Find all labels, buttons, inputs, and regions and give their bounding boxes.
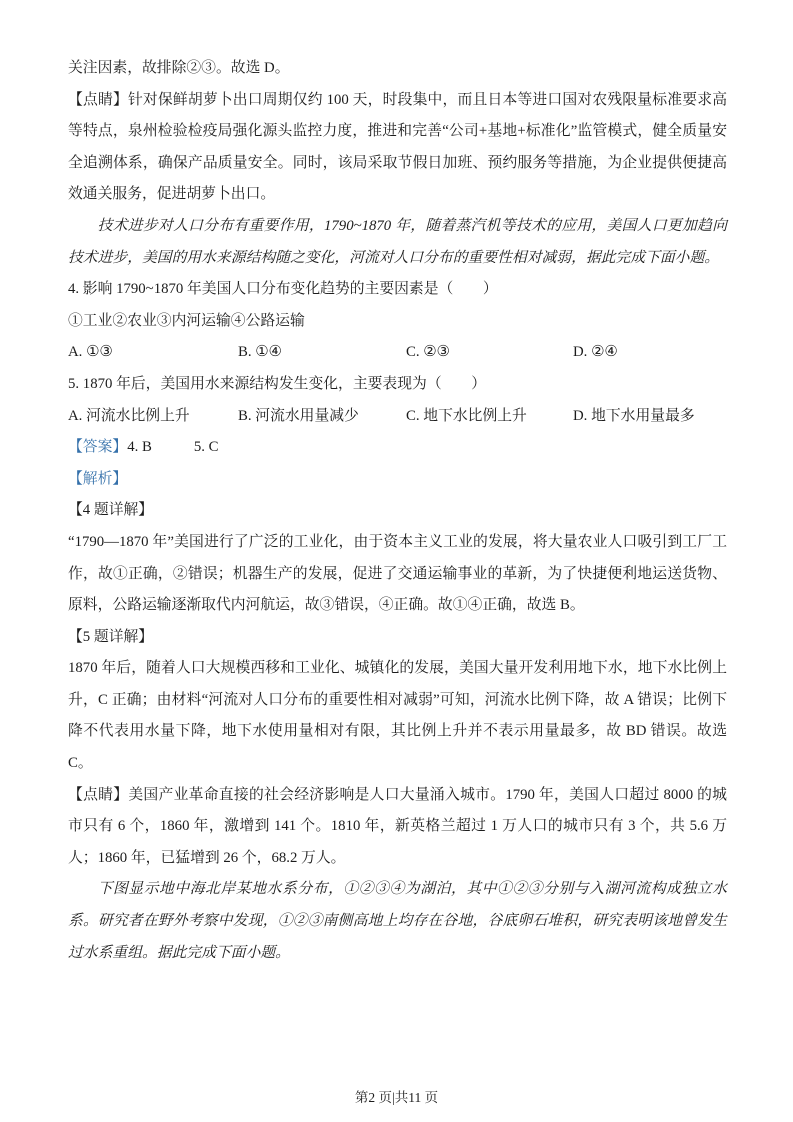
option-c: C. 地下水比例上升 [406,407,527,424]
option-c: C. ②③ [406,344,450,361]
tip-label: 【点睛】 [68,91,128,108]
detail-4-text: “1790—1870 年”美国进行了广泛的工业化，由于资本主义工业的发展，将大量农业人口吸引到工厂工作，故①正确，②错误；机器生产的发展，促进了交通运输事业的革新，为了快捷便利地运送货物、原料，公路运输逐渐取代内河航运，故③错误，④正确。故①④正确，故选 B。 [68,533,727,614]
detail-5-label: 【5 题详解】 [68,628,154,645]
detail-4-label: 【4 题详解】 [68,502,154,519]
document-body [68,53,727,969]
tip-text: 针对保鲜胡萝卜出口周期仅约 100 天，时段集中，而且日本等进口国对农残限量标准要求高等特点，泉州检验检疫局强化源头监控力度，推进和完善“公司+基地+标准化”监管模式，健全质量安全追溯体系，确保产品质量安全。同时，该局采取节假日加班、预约服务等措施，为企业提供便捷高效通关服务，促进胡萝卜出口。 [68,91,727,203]
option-a: A. ①③ [68,344,113,361]
option-b: B. 河流水用量减少 [238,407,359,424]
question-4-options [68,337,727,369]
answer-line [68,432,727,464]
analysis-label: 【解析】 [68,470,128,487]
answer-item-4: 4. B [127,439,152,456]
answer-label: 【答案】 [68,439,128,456]
question-4-subitems: ①工业②农业③内河运输④公路运输 [68,312,305,329]
material-paragraph-1: 技术进步对人口分布有重要作用，1790~1870 年，随着蒸汽机等技术的应用，美国人口更加趋向技术进步，美国的用水来源结构随之变化，河流对人口分布的重要性相对减弱，据此完成下面小题。 [68,217,727,266]
option-d: D. ②④ [573,344,618,361]
tip-paragraph-1 [68,85,727,211]
option-a: A. 河流水比例上升 [68,407,190,424]
option-d: D. 地下水用量最多 [573,407,695,424]
material-paragraph-2: 下图显示地中海北岸某地水系分布，①②③④为湖泊，其中①②③分别与入湖河流构成独立水系。研究者在野外考察中发现，①②③南侧高地上均存在谷地，谷底卵石堆积，研究表明该地曾发生过水系重组。据此完成下面小题。 [68,881,727,961]
question-5-options [68,401,727,433]
tip-text: 美国产业革命直接的社会经济影响是人口大量涌入城市。1790 年，美国人口超过 8000 的城市只有 6 个，1860 年，激增到 141 个。1810 年，新英格兰超过 1 万人口的城市只有 3 个，共 5.6 万人；1860 年，已猛增到 26 个，68.2 万人。 [68,786,727,866]
page-footer: 第2 页|共11 页 [354,1090,439,1105]
answer-item-5: 5. C [193,439,219,456]
option-b: B. ①④ [238,344,282,361]
question-5-stem: 5. 1870 年后，美国用水来源结构发生变化，主要表现为（ ） [68,375,487,392]
tip-paragraph-2 [68,780,727,875]
carryover-line: 关注因素，故排除②③。故选 D。 [68,60,290,76]
tip-label: 【点睛】 [68,786,129,803]
detail-5-text: 1870 年后，随着人口大规模西移和工业化、城镇化的发展，美国大量开发利用地下水，地下水比例上升，C 正确；由材料“河流对人口分布的重要性相对减弱”可知，河流水比例下降，故 A 错误；比例下降不代表用水量下降，地下水使用量相对有限，其比例上升并不表示用量最多，故 BD 错误。故选 C。 [68,660,727,772]
question-4-stem: 4. 影响 1790~1870 年美国人口分布变化趋势的主要因素是（ ） [68,281,498,298]
